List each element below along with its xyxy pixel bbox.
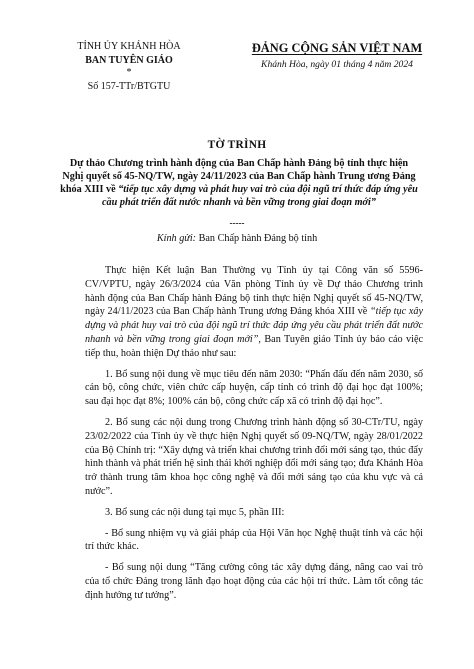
item-3-bullet-2: - Bổ sung nội dung “Tăng cường công tác xây dựng đảng, nâng cao vai trò của tổ chức Đảng trong lãnh đạo hoạt động của các hội trí thức. Làm tốt công tác định hướng tư tưởng”. bbox=[85, 562, 423, 601]
party-header-block bbox=[238, 40, 436, 72]
star-separator: * bbox=[126, 67, 132, 78]
title-separator: ----- bbox=[229, 218, 245, 228]
subject-quote: “tiếp tục xây dựng và phát huy vai trò của đội ngũ trí thức đáp ứng yêu cầu phát triển đất nước nhanh và bền vững trong giai đoạn mới” bbox=[102, 184, 418, 208]
item-2-paragraph: 2. Bổ sung các nội dung trong Chương trình hành động số 30-CTr/TU, ngày 23/02/2022 của Tỉnh ủy về thực hiện Nghị quyết số 09-NQ/TW, ngày 28/01/2022 của Bộ Chính trị: “Xây dựng và triển khai chương trình đổi mới sáng tạo, thúc đẩy hình thành và phát triển hệ sinh thái khởi nghiệp đổi mới sáng tạo; đưa Khánh Hòa trở thành trung tâm khoa học công nghệ và đổi mới sáng tạo của khu vực và cả nước”. bbox=[85, 416, 423, 497]
intro-quote: “tiếp tục xây dựng và phát huy vai trò của đội ngũ trí thức đáp ứng yêu cầu phát triển đất nước nhanh và bền vững trong giai đoạn mới” bbox=[85, 306, 423, 345]
issuing-org-block bbox=[64, 40, 194, 94]
document-body bbox=[85, 264, 423, 610]
document-number: Số 157-TTr/BTGTU bbox=[87, 81, 171, 92]
place-date: Khánh Hòa, ngày 01 tháng 4 năm 2024 bbox=[261, 59, 413, 70]
party-name: ĐẢNG CỘNG SẢN VIỆT NAM bbox=[251, 41, 423, 55]
recipient-value: Ban Chấp hành Đảng bộ tỉnh bbox=[198, 233, 318, 244]
intro-text-b: , Ban Tuyên giáo Tỉnh ủy báo cáo việc tiếp thu, hoàn thiện Dự thảo như sau: bbox=[85, 333, 423, 359]
item-1-paragraph: 1. Bổ sung nội dung về mục tiêu đến năm 2030: “Phấn đấu đến năm 2030, số cán bộ, công chức, viên chức cấp huyện, cấp tỉnh có trình độ đại học đạt 100%; sau đại học đạt 8%; 100% cán bộ, công chức cấp xã có trình độ đại học”. bbox=[85, 368, 423, 408]
document-subject bbox=[60, 157, 418, 209]
recipient-label: Kính gửi: bbox=[156, 233, 197, 244]
org-name-line2: BAN TUYÊN GIÁO bbox=[85, 55, 173, 66]
document-type-title: TỜ TRÌNH bbox=[207, 139, 267, 151]
subject-text: Dự thảo Chương trình hành động của Ban Chấp hành Đảng bộ tỉnh thực hiện Nghị quyết số 45-NQ/TW, ngày 24/11/2023 của Ban Chấp hành Trung ương Đảng khóa XIII về bbox=[60, 158, 416, 195]
org-name-line1: TỈNH ỦY KHÁNH HÒA bbox=[77, 41, 181, 52]
recipient-line bbox=[0, 233, 474, 244]
intro-paragraph bbox=[85, 264, 423, 361]
item-3-paragraph: 3. Bổ sung các nội dung tại mục 5, phần III: bbox=[105, 506, 285, 518]
item-3-bullet-1: - Bổ sung nhiệm vụ và giải pháp của Hội Văn học Nghệ thuật tỉnh và các hội trí thức khác. bbox=[85, 527, 423, 553]
intro-text-a: Thực hiện Kết luận Ban Thường vụ Tỉnh ủy tại Công văn số 5596-CV/VPTU, ngày 26/3/2024 của Văn phòng Tỉnh ủy về Dự thảo Chương trình hành động của Ban Chấp hành Đảng bộ tỉnh thực hiện Nghị quyết số 45-NQ/TW, ngày 24/11/2023 của Ban Chấp hành Trung ương Đảng khóa XIII về bbox=[85, 265, 423, 318]
